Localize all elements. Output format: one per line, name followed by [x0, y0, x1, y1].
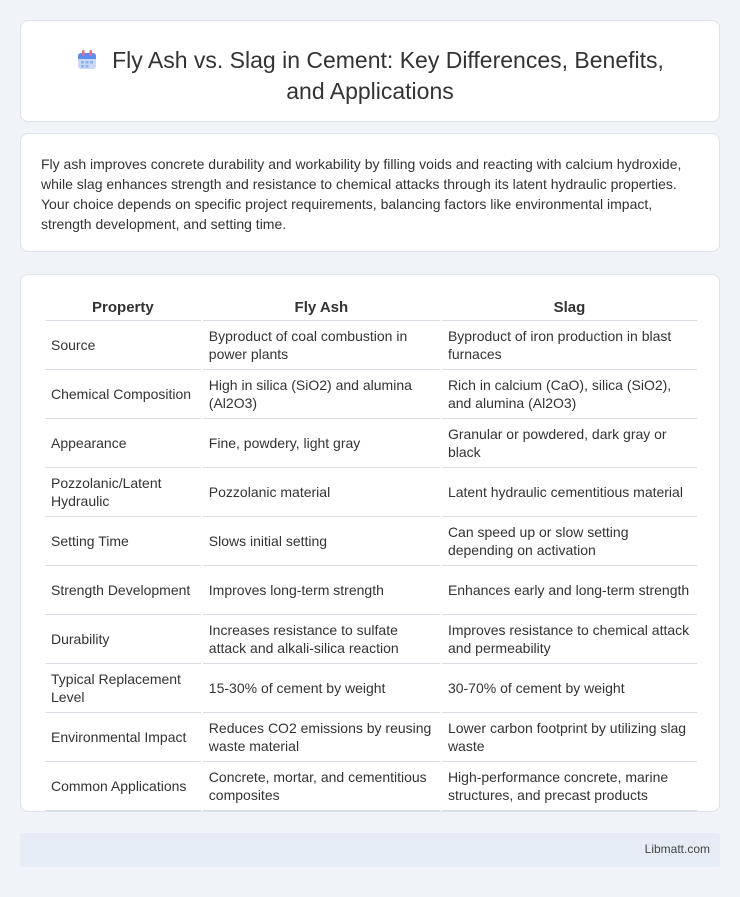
title-card — [20, 20, 720, 122]
cell-property: Pozzolanic/Latent Hydraulic — [45, 468, 201, 517]
cell-slag: Granular or powdered, dark gray or black — [442, 419, 697, 468]
table-row — [45, 419, 697, 468]
cell-property: Environmental Impact — [45, 713, 201, 762]
header-slag: Slag — [442, 295, 697, 321]
table-row — [45, 713, 697, 762]
cell-fly-ash: Increases resistance to sulfate attack and alkali-silica reaction — [203, 615, 440, 664]
title-line-2: and Applications — [286, 78, 454, 104]
calendar-icon — [76, 48, 98, 70]
cell-fly-ash: Slows initial setting — [203, 517, 440, 566]
cell-slag: Lower carbon footprint by utilizing slag waste — [442, 713, 697, 762]
cell-slag: High-performance concrete, marine structures, and precast products — [442, 762, 697, 811]
cell-slag: Byproduct of iron production in blast furnaces — [442, 321, 697, 370]
page-title — [21, 45, 719, 107]
cell-fly-ash: Fine, powdery, light gray — [203, 419, 440, 468]
comparison-table-card — [20, 274, 720, 812]
cell-fly-ash: Byproduct of coal combustion in power plants — [203, 321, 440, 370]
cell-fly-ash: Reduces CO2 emissions by reusing waste material — [203, 713, 440, 762]
table-row — [45, 468, 697, 517]
cell-fly-ash: High in silica (SiO2) and alumina (Al2O3) — [203, 370, 440, 419]
summary-text: Fly ash improves concrete durability and workability by filling voids and reacting with calcium hydroxide, while slag enhances strength and resistance to chemical attacks through its latent hydraulic properties. Your choice depends on specific project requirements, balancing factors like environmental impact, strength development, and setting time. — [41, 156, 682, 232]
cell-fly-ash: Pozzolanic material — [203, 468, 440, 517]
cell-fly-ash: Concrete, mortar, and cementitious composites — [203, 762, 440, 811]
table-row — [45, 615, 697, 664]
cell-property: Appearance — [45, 419, 201, 468]
cell-slag: Improves resistance to chemical attack and permeability — [442, 615, 697, 664]
table-row — [45, 566, 697, 615]
cell-property: Chemical Composition — [45, 370, 201, 419]
footer-bar — [20, 833, 720, 867]
cell-property: Common Applications — [45, 762, 201, 811]
table-header-row — [45, 295, 697, 321]
cell-property: Durability — [45, 615, 201, 664]
table-row — [45, 664, 697, 713]
cell-slag: Latent hydraulic cementitious material — [442, 468, 697, 517]
header-property: Property — [45, 295, 201, 321]
cell-property: Typical Replacement Level — [45, 664, 201, 713]
table-row — [45, 762, 697, 811]
cell-fly-ash: Improves long-term strength — [203, 566, 440, 615]
cell-property: Strength Development — [45, 566, 201, 615]
cell-fly-ash: 15-30% of cement by weight — [203, 664, 440, 713]
source-link[interactable]: Libmatt.com — [644, 842, 710, 856]
cell-slag: Can speed up or slow setting depending on activation — [442, 517, 697, 566]
header-fly-ash: Fly Ash — [203, 295, 440, 321]
comparison-table — [43, 295, 699, 811]
table-row — [45, 321, 697, 370]
cell-property: Source — [45, 321, 201, 370]
cell-property: Setting Time — [45, 517, 201, 566]
table-row — [45, 517, 697, 566]
table-row — [45, 370, 697, 419]
title-line-1: Fly Ash vs. Slag in Cement: Key Differences, Benefits, — [112, 47, 664, 73]
cell-slag: Rich in calcium (CaO), silica (SiO2), and alumina (Al2O3) — [442, 370, 697, 419]
cell-slag: 30-70% of cement by weight — [442, 664, 697, 713]
cell-slag: Enhances early and long-term strength — [442, 566, 697, 615]
summary-card — [20, 133, 720, 252]
